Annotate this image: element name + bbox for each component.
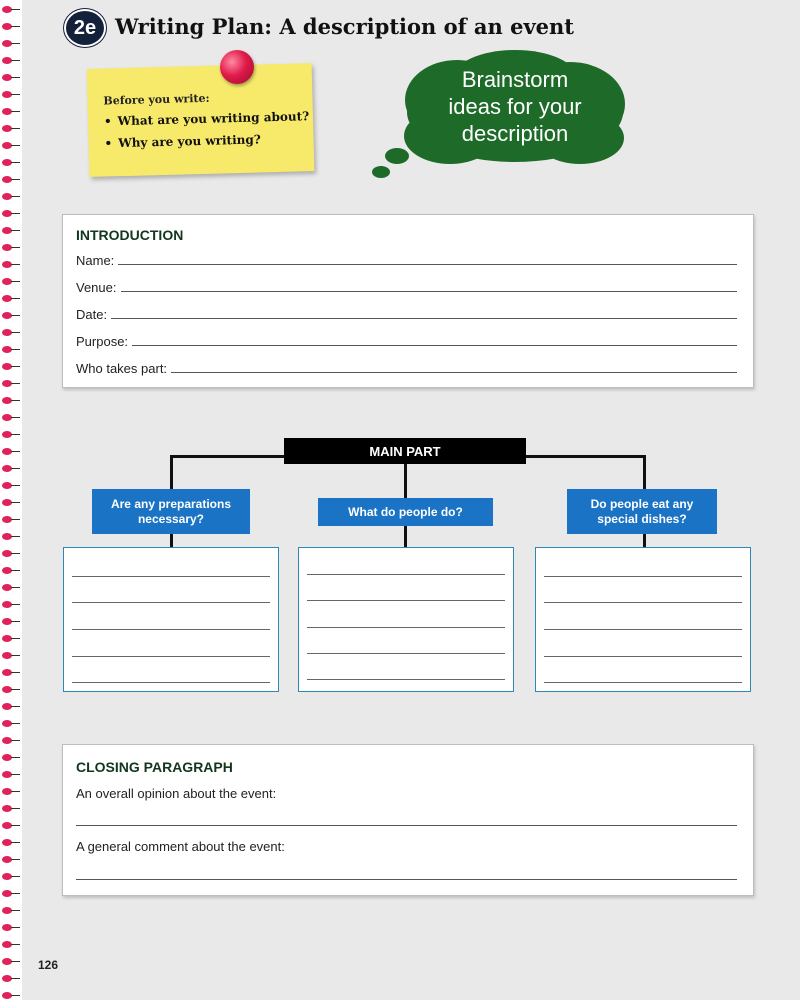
page-number: 126 [38,958,59,972]
connector-right [643,455,646,490]
spiral-ring-icon [2,312,12,319]
spiral-ring-icon [2,941,12,948]
connector-center-down [404,526,407,548]
pushpin-icon [220,50,254,84]
spiral-ring-icon [2,482,12,489]
note-list [104,109,310,158]
spiral-ring-icon [2,244,12,251]
write-line[interactable] [307,600,505,601]
introduction-title: INTRODUCTION [76,227,184,243]
spiral-ring-icon [2,669,12,676]
cloud-line: ideas for your [448,94,582,119]
write-line[interactable] [72,602,270,603]
who-takes-part-field[interactable] [76,361,737,376]
spiral-ring-icon [2,771,12,778]
write-line[interactable] [307,574,505,575]
sticky-note [87,63,315,177]
name-field[interactable] [76,253,737,268]
closing-title: CLOSING PARAGRAPH [76,759,233,775]
spiral-ring-icon [2,465,12,472]
field-label: Who takes part: [76,361,168,376]
spiral-ring-icon [2,108,12,115]
cloud-text [420,66,610,147]
spiral-ring-icon [2,40,12,47]
spiral-ring-icon [2,975,12,982]
spiral-ring-icon [2,737,12,744]
spiral-ring-icon [2,329,12,336]
write-line[interactable] [544,576,742,577]
spiral-ring-icon [2,142,12,149]
spiral-ring-icon [2,227,12,234]
write-line[interactable] [76,825,737,826]
spiral-ring-icon [2,805,12,812]
write-line[interactable] [307,679,505,680]
spiral-ring-icon [2,516,12,523]
spiral-ring-icon [2,584,12,591]
spiral-ring-icon [2,839,12,846]
spiral-ring-icon [2,703,12,710]
spiral-ring-icon [2,788,12,795]
write-line[interactable] [307,627,505,628]
question-special-dishes [567,489,717,534]
date-field[interactable] [76,307,737,322]
spiral-ring-icon [2,907,12,914]
write-line[interactable] [544,602,742,603]
write-line[interactable] [544,629,742,630]
question-line: special dishes? [597,511,687,526]
spiral-ring-icon [2,618,12,625]
spiral-ring-icon [2,754,12,761]
write-line[interactable] [72,576,270,577]
write-line[interactable] [118,263,737,265]
spiral-ring-icon [2,924,12,931]
write-line[interactable] [72,682,270,683]
spiral-ring-icon [2,890,12,897]
spiral-ring-icon [2,261,12,268]
spiral-ring-icon [2,363,12,370]
connector-left [170,455,173,490]
spiral-ring-icon [2,431,12,438]
field-label: Venue: [76,280,117,295]
write-line[interactable] [307,653,505,654]
field-label: Date: [76,307,108,322]
spiral-ring-icon [2,601,12,608]
spiral-ring-icon [2,278,12,285]
write-line[interactable] [121,290,738,292]
spiral-ring-icon [2,448,12,455]
spiral-ring-icon [2,91,12,98]
question-line: What do people do? [348,504,463,519]
spiral-ring-icon [2,499,12,506]
write-line[interactable] [171,371,737,373]
question-what-people-do [318,498,493,526]
spiral-ring-icon [2,652,12,659]
field-label: Purpose: [76,334,129,349]
spiral-ring-icon [2,856,12,863]
write-line[interactable] [111,317,737,319]
spiral-ring-icon [2,295,12,302]
spiral-ring-icon [2,380,12,387]
spiral-ring-icon [2,822,12,829]
spiral-ring-icon [2,176,12,183]
answer-box-what-people-do[interactable] [298,547,514,692]
spiral-ring-icon [2,125,12,132]
main-part-header: MAIN PART [284,438,526,464]
closing-box [62,744,754,896]
spiral-ring-icon [2,686,12,693]
spiral-ring-icon [2,550,12,557]
spiral-ring-icon [2,159,12,166]
spiral-ring-icon [2,720,12,727]
question-line: Do people eat any [590,496,694,511]
cloud-line: description [461,121,569,146]
spiral-ring-icon [2,74,12,81]
note-heading: Before you write: [103,91,210,108]
connector-center [404,463,407,498]
page-title: Writing Plan: A description of an event [115,14,575,39]
answer-box-preparations[interactable] [63,547,279,692]
write-line[interactable] [76,879,737,880]
question-preparations [92,489,250,534]
spiral-ring-icon [2,397,12,404]
spiral-ring-icon [2,6,12,13]
write-line[interactable] [544,682,742,683]
write-line[interactable] [72,656,270,657]
venue-field[interactable] [76,280,737,295]
spiral-ring-icon [2,958,12,965]
note-item: • Why are you writing? [104,131,310,150]
answer-box-special-dishes[interactable] [535,547,751,692]
spiral-ring-icon [2,992,12,999]
spiral-ring-icon [2,414,12,421]
question-line: necessary? [137,511,205,526]
spiral-ring-icon [2,533,12,540]
connector-right-down [643,534,646,548]
spiral-binding [0,0,22,1000]
field-label: Name: [76,253,115,268]
introduction-box [62,214,754,388]
spiral-ring-icon [2,635,12,642]
closing-prompt-opinion: An overall opinion about the event: [76,786,277,801]
write-line[interactable] [72,629,270,630]
closing-prompt-comment: A general comment about the event: [76,839,285,854]
spiral-ring-icon [2,210,12,217]
cloud-line: Brainstorm [461,67,569,92]
question-line: Are any preparations [110,496,232,511]
spiral-ring-icon [2,57,12,64]
spiral-ring-icon [2,346,12,353]
section-badge: 2e [64,9,106,47]
purpose-field[interactable] [76,334,737,349]
write-line[interactable] [132,344,737,346]
note-item: • What are you writing about? [104,109,310,128]
connector-left-down [170,534,173,548]
write-line[interactable] [544,656,742,657]
spiral-ring-icon [2,873,12,880]
spiral-ring-icon [2,193,12,200]
spiral-ring-icon [2,567,12,574]
spiral-ring-icon [2,23,12,30]
